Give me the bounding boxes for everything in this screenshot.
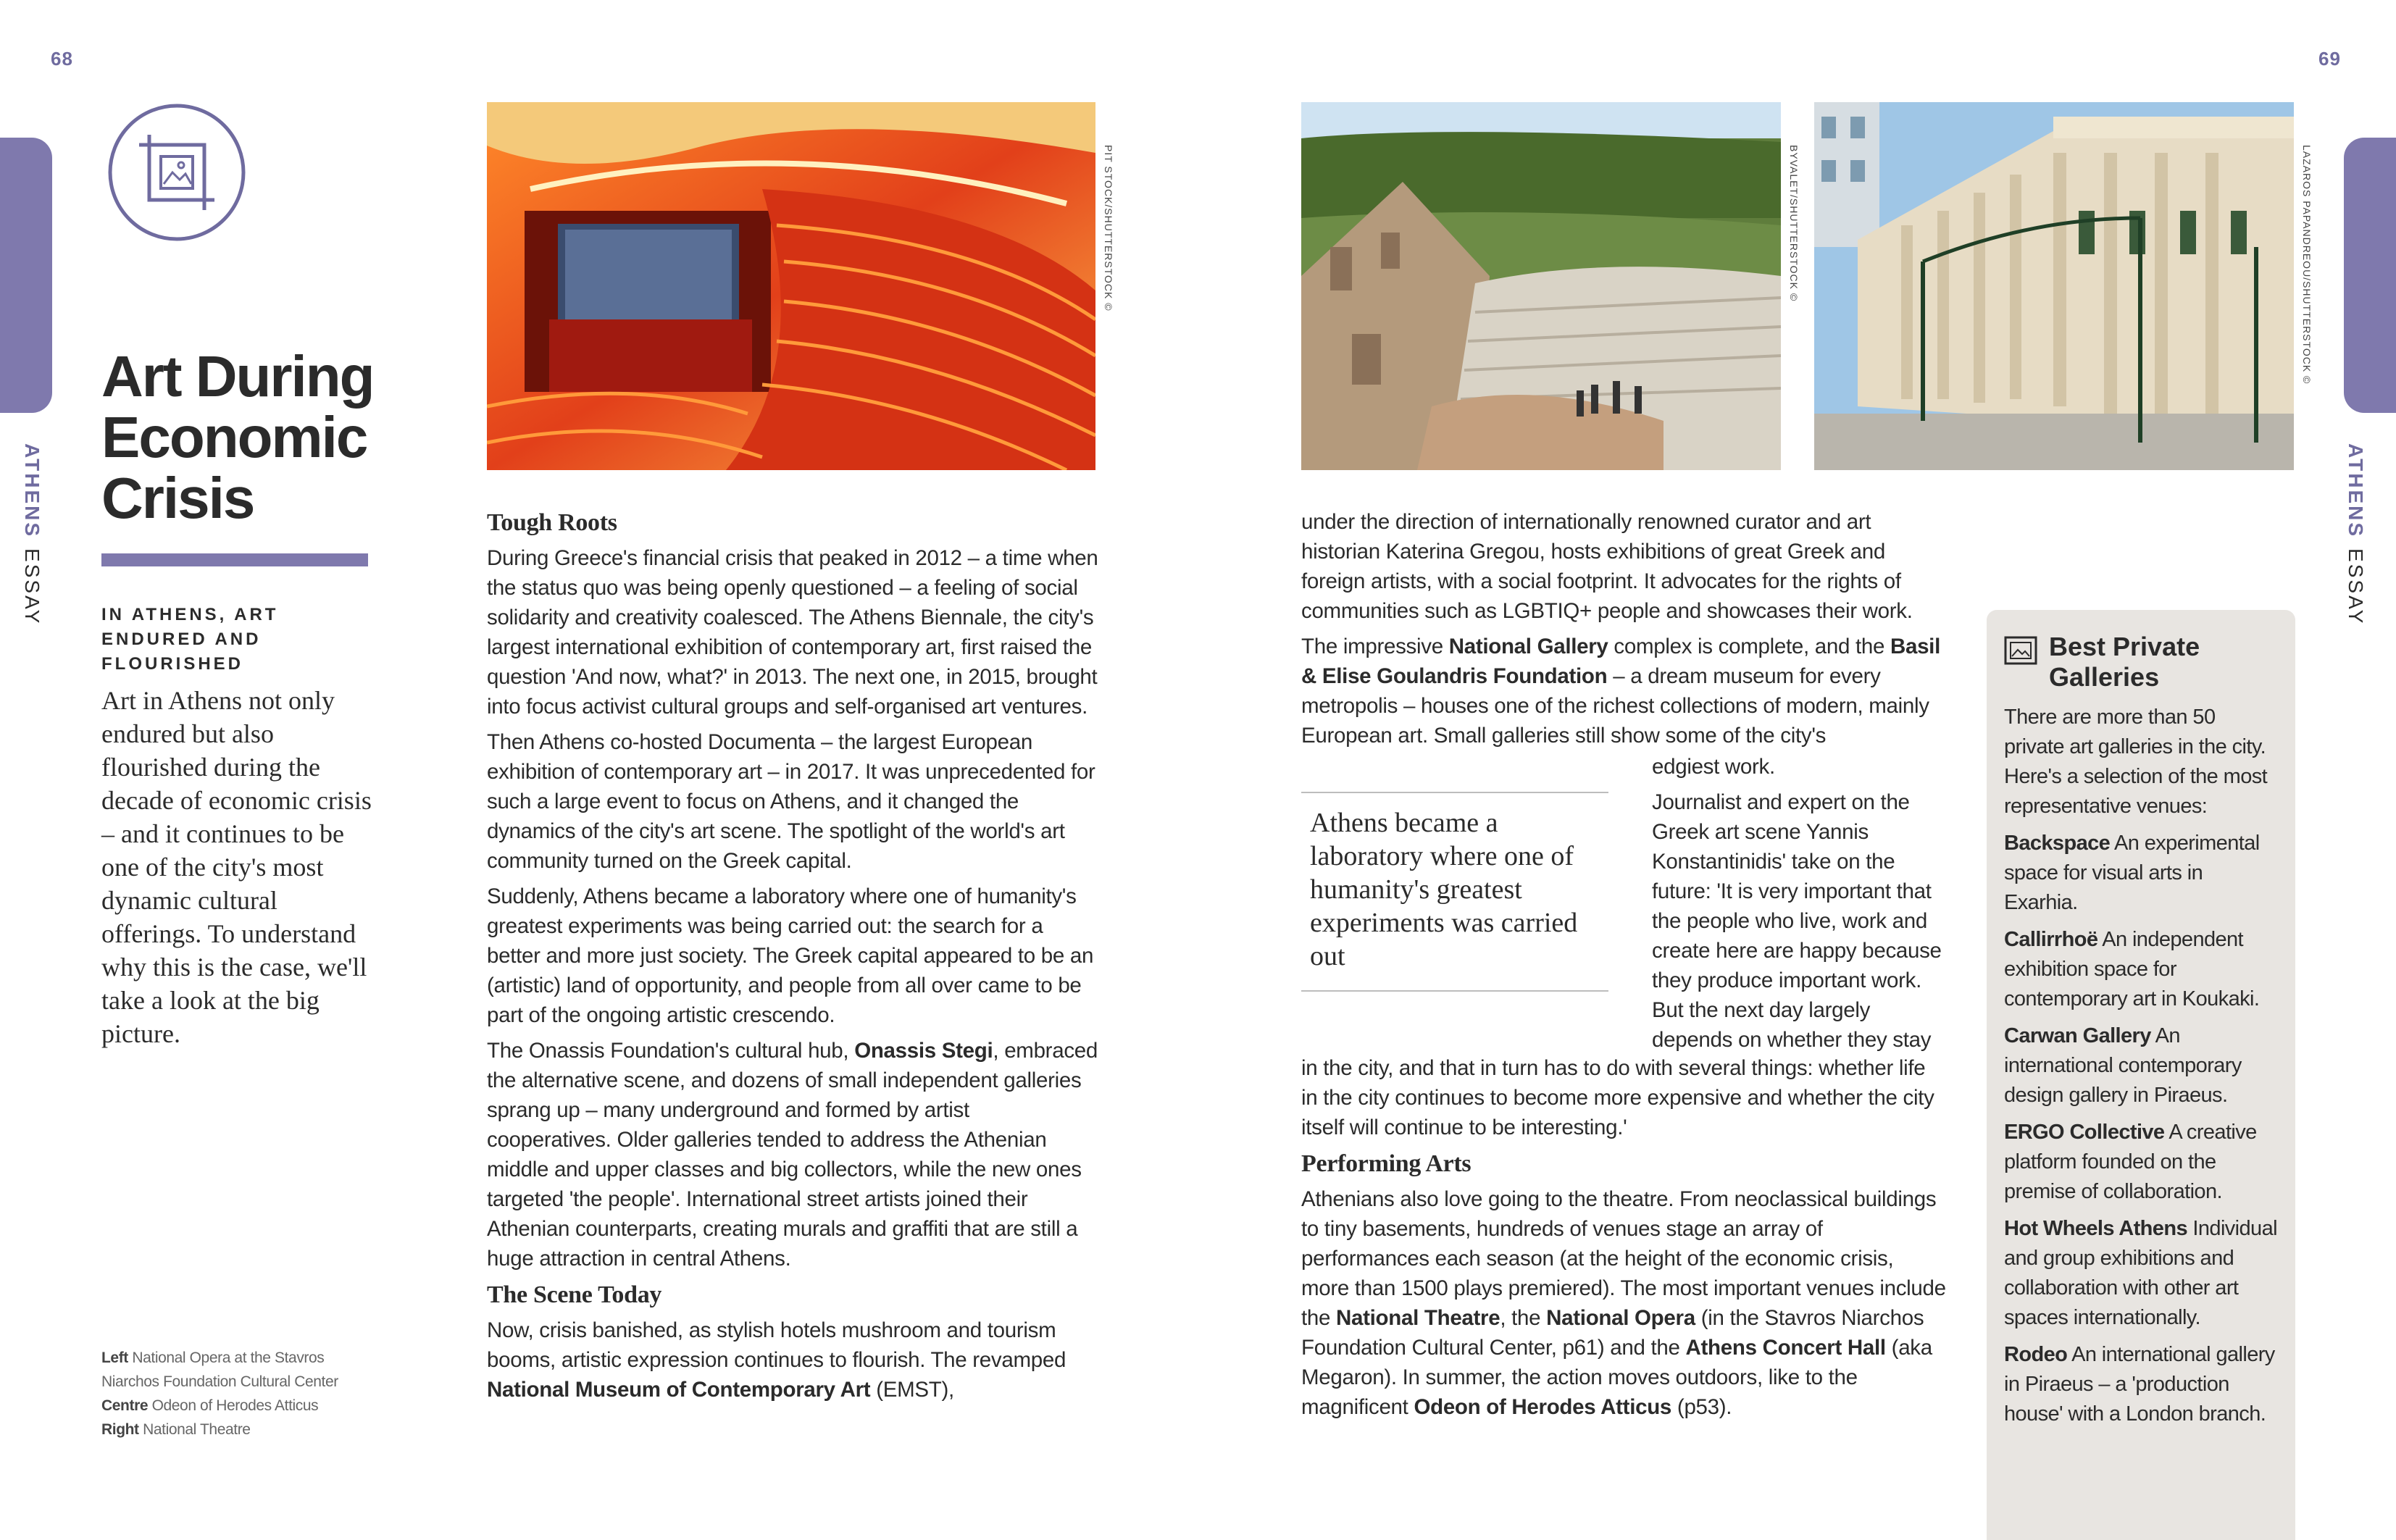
sidebar-body	[2004, 703, 2278, 1429]
article-title: Art During Economic Crisis	[101, 344, 374, 530]
article-kicker: IN ATHENS, ART ENDURED AND FLOURISHED	[101, 605, 279, 674]
list-item: ERGO Collective A creative platform founded on the premise of collaboration.	[2004, 1121, 2257, 1203]
list-item: Rodeo An international gallery in Piraeus – a 'production house' with a London branch.	[2004, 1343, 2275, 1426]
gallery-picture-icon	[2004, 636, 2037, 669]
page-number-right: 69	[2318, 48, 2341, 70]
paragraph: edgiest work.	[1652, 755, 1775, 779]
article-column-2-wrap	[1652, 752, 1956, 1055]
photo-credit-opera: PIT STOCK/SHUTTERSTOCK ©	[1103, 145, 1114, 311]
section-label-right: ATHENSESSAY	[2345, 443, 2367, 626]
article-column-2-bottom	[1301, 1053, 1946, 1428]
section-tab-left	[0, 138, 52, 413]
subhead-tough-roots: Tough Roots	[487, 509, 617, 536]
framed-picture-icon	[107, 103, 246, 242]
photo-national-opera	[487, 102, 1095, 470]
section-label-left: ATHENSESSAY	[21, 443, 43, 626]
paragraph: in the city, and that in turn has to do with several things: whether life in the city continues to become more expensive and whether the city itself will continue to be interesting.'	[1301, 1056, 1934, 1139]
paragraph: The impressive National Gallery complex is complete, and the Basil & Elise Goulandris Foundation – a dream museum for every metropolis – houses one of the richest collections of modern, mainly European art. Small galleries still show some of the city's	[1301, 635, 1940, 748]
list-item: Carwan Gallery An international contemporary design gallery in Piraeus.	[2004, 1024, 2242, 1107]
pull-quote: Athens became a laboratory where one of humanity's greatest experiments was carried out	[1301, 792, 1608, 992]
list-item: Backspace An experimental space for visual arts in Exarhia.	[2004, 832, 2260, 914]
section-tab-right	[2344, 138, 2396, 413]
article-intro: Art in Athens not only endured but also flourished during the decade of economic crisis – and it continues to be one of the city's most dynamic cultural offerings. To understand why this is the case, we'll take a look at the big picture.	[101, 686, 372, 1048]
photo-credit-theatre: LAZAROS PAPANDREOU/SHUTTERSTOCK ©	[2301, 145, 2313, 385]
paragraph: The Onassis Foundation's cultural hub, Onassis Stegi, embraced the alternative scene, and dozens of small independent galleries sprang up – many underground and formed by artist cooperatives. Older galleries tended to address the Athenian middle and upper classes and big collectors, while the new ones targeted 'the people'. International street artists joined their Athenian counterparts, creating murals and graffiti that are still a huge attraction in central Athens.	[487, 1039, 1098, 1271]
paragraph: Now, crisis banished, as stylish hotels mushroom and tourism booms, artistic expression continues to flourish. The revamped National Museum of Contemporary Art (EMST),	[487, 1318, 1066, 1402]
paragraph: Athenians also love going to the theatre. From neoclassical buildings to tiny basements, hundreds of venues stage an array of performances each season (at the height of the economic crisis, more than 1500 plays premiered). The most important venues include the National Theatre, the National Opera (in the Stavros Niarchos Foundation Cultural Center, p61) and the Athens Concert Hall (aka Megaron). In summer, the action moves outdoors, like to the magnificent Odeon of Herodes Atticus (p53).	[1301, 1187, 1946, 1419]
title-rule	[101, 553, 368, 566]
paragraph: Journalist and expert on the Greek art scene Yannis Konstantinidis' take on the future: 'It is very important that the people who live, work and create here are happy because they produce important work. But the next day largely depends on whether they stay	[1652, 790, 1942, 1052]
paragraph: Suddenly, Athens became a laboratory where one of humanity's greatest experiments was being carried out: the search for a better and more just society. The Greek capital appeared to be an (artistic) land of opportunity, and people from all over came to be part of the ongoing artistic crescendo.	[487, 884, 1094, 1027]
list-item: Callirrhoë An independent exhibition space for contemporary art in Koukaki.	[2004, 928, 2260, 1010]
paragraph: under the direction of internationally renowned curator and art historian Katerina Gregou, hosts exhibitions of great Greek and foreign artists, with a social footprint. It advocates for the rights of communities such as LGBTIQ+ people and showcases their work.	[1301, 510, 1913, 623]
sidebar-title: Best Private Galleries	[2049, 632, 2200, 692]
sidebar-intro: There are more than 50 private art galleries in the city. Here's a selection of the most representative venues:	[2004, 706, 2268, 818]
list-item: Hot Wheels Athens Individual and group exhibitions and collaboration with other art spaces internationally.	[2004, 1217, 2277, 1329]
sidebar-best-private-galleries	[1987, 610, 2295, 1540]
photo-national-theatre	[1814, 102, 2294, 470]
photo-odeon	[1301, 102, 1781, 470]
paragraph: During Greece's financial crisis that peaked in 2012 – a time when the status quo was being openly questioned – a feeling of social solidarity and creativity coalesced. The Athens Biennale, the city's largest international exhibition of contemporary art, first raised the question 'And now, what?' in 2013. The next one, in 2015, brought into focus activist cultural groups and self-organised art ventures.	[487, 546, 1098, 719]
subhead-scene-today: The Scene Today	[487, 1281, 662, 1308]
subhead-performing-arts: Performing Arts	[1301, 1150, 1472, 1177]
photo-captions: Left National Opera at the Stavros Niarchos Foundation Cultural Center Centre Odeon of Herodes Atticus Right National Theatre	[101, 1349, 338, 1438]
article-column-2-top	[1301, 507, 1946, 750]
page-number-left: 68	[51, 48, 73, 70]
photo-credit-odeon: BYVALET/SHUTTERSTOCK ©	[1788, 145, 1800, 302]
article-column-1	[487, 507, 1098, 1410]
paragraph: Then Athens co-hosted Documenta – the largest European exhibition of contemporary art – in 2017. It was unprecedented for such a large event to focus on Athens, and it changed the dynamics of the city's art scene. The spotlight of the world's art community turned on the Greek capital.	[487, 730, 1095, 873]
